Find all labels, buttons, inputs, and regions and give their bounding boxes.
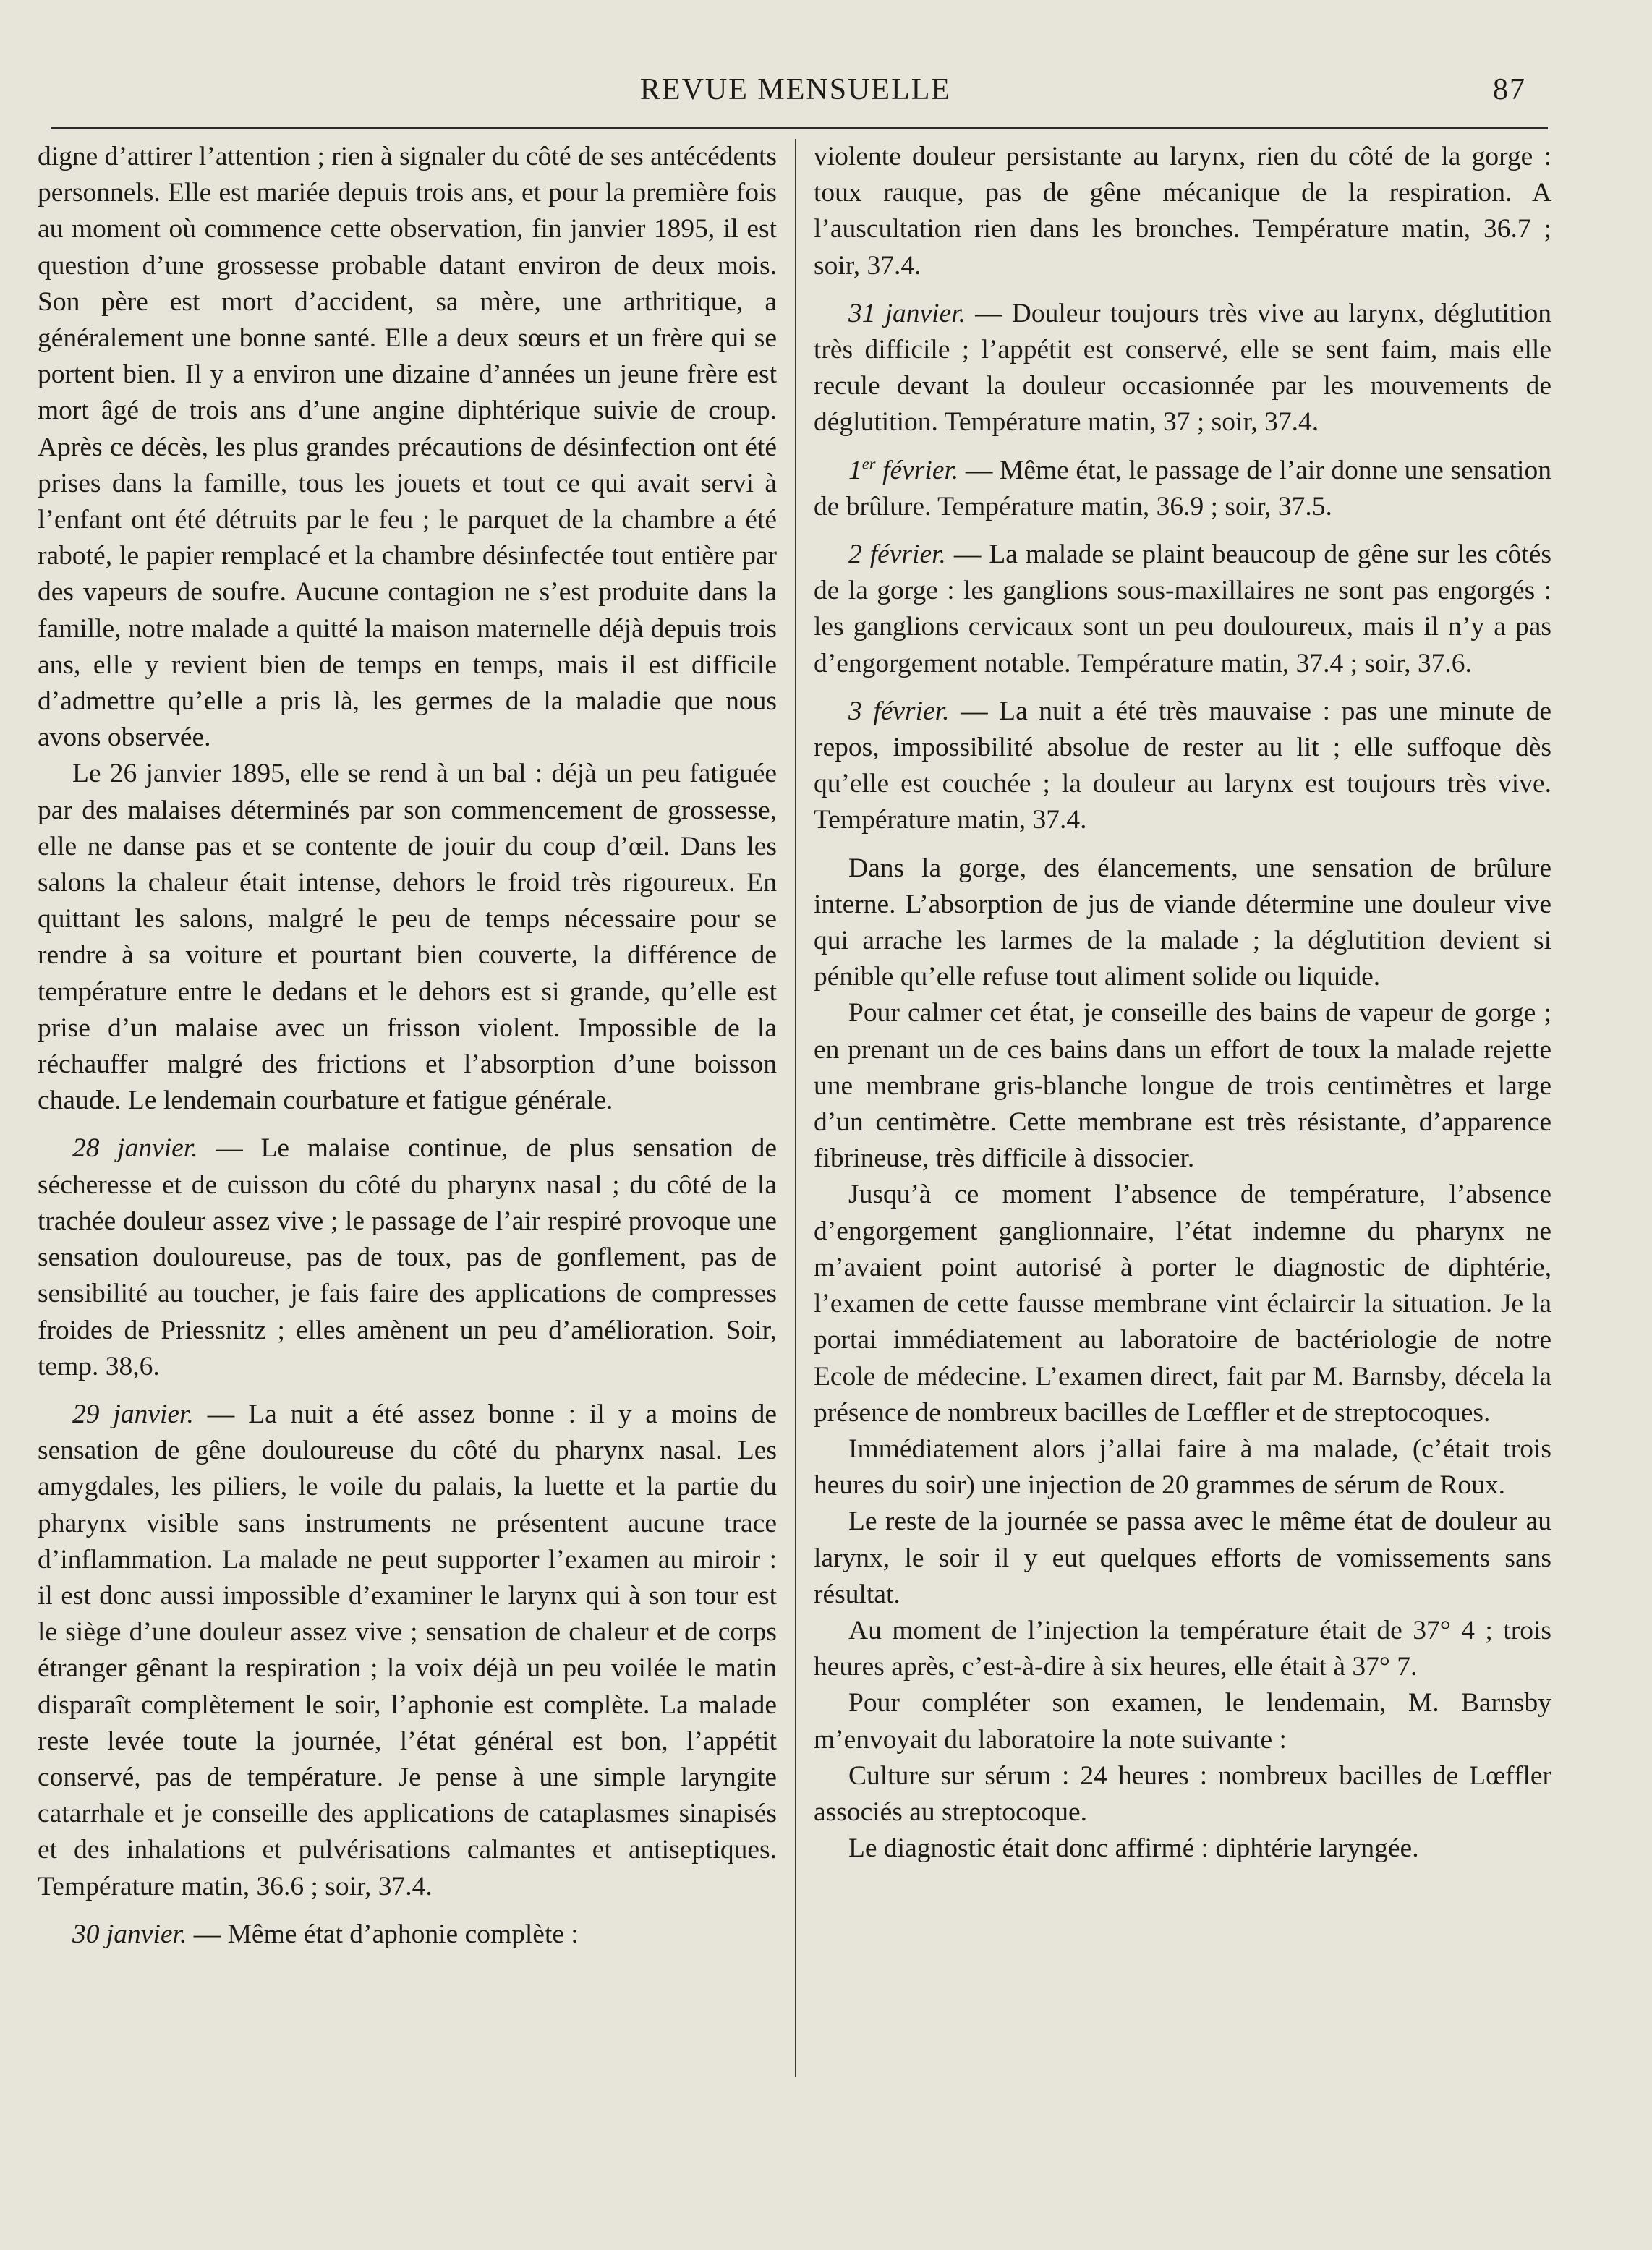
paragraph: digne d’attirer l’attention ; rien à signaler du côté de ses antécédents personnels. Elle est mariée depuis trois ans, et pour la première fois au moment où commence cette observation, fin janvier 1895, il est question d’une grossesse probable datant environ de deux mois. Son père est mort d’accident, sa mère, une arthritique, a généralement une bonne santé. Elle a deux sœurs et un frère qui se portent bien. Il y a environ une dizaine d’années un jeune frère est mort âgé de trois ans d’une angine diphtérique suivie de croup. Après ce décès, les plus grandes précautions de désinfection ont été prises dans la famille, tous les jouets et tout ce qui avait servi à l’enfant ont été détruits par le feu ; le parquet de la chambre a été raboté, le papier remplacé et la chambre désinfectée tout entière par des vapeurs de soufre. Aucune contagion ne s’est produite dans la famille, notre malade a quitté la maison maternelle déjà depuis trois ans, elle y revient bien de temps en temps, mais il est difficile d’admettre qu’elle a pris là, les germes de la maladie que nous avons observée. [38, 142, 777, 753]
entry-date: 2 février. [848, 540, 946, 570]
paragraph: Pour compléter son examen, le lendemain, M. Barnsby m’envoyait du laboratoire la note suivante : [814, 1688, 1551, 1755]
paragraph: violente douleur persistante au larynx, rien du côté de la gorge : toux rauque, pas de gêne mécanique de la respiration. A l’auscultation rien dans les bronches. Température matin, 36.7 ; soir, 37.4. [814, 142, 1551, 281]
entry-date: 30 janvier. [72, 1919, 187, 1949]
entry-29-janvier [38, 1397, 777, 1905]
entry-3-fevrier [814, 694, 1551, 839]
column-divider [795, 139, 796, 2077]
entry-text: — La nuit a été très mauvaise : pas une minute de repos, impossibilité absolue de rester au lit ; elle suffoque dès qu’elle est couchée ; la douleur au larynx est toujours très vive. Température matin, 37.4. [814, 696, 1552, 835]
entry-date: 29 janvier. [72, 1399, 194, 1429]
entry-28-janvier [38, 1130, 777, 1384]
paragraph: Culture sur sérum : 24 heures : nombreux bacilles de Lœffler associés au streptocoque. [814, 1760, 1551, 1827]
entry-31-janvier [814, 296, 1551, 441]
entry-date: février. [875, 455, 959, 485]
entry-text: — La nuit a été assez bonne : il y a moins de sensation de gêne douloureuse du côté du pharynx nasal. Les amygdales, les piliers, le voile du palais, la luette et la partie du pharynx visible sans instruments ne présentent aucune trace d’inflammation. La malade ne peut supporter l’examen au miroir : il est donc aussi impossible d’examiner le larynx qui à son tour est le siège d’une douleur assez vive ; sensation de chaleur et de corps étranger gênant la respiration ; la voix déjà un peu voilée le matin disparaît complètement le soir, l’aphonie est complète. La malade reste levée toute la journée, l’état général est bon, l’appétit conservé, pas de température. Je pense à une simple laryngite catarrhale et je conseille des applications de cataplasmes sinapisés et des inhalations et pulvérisations calmantes et antiseptiques. Température matin, 36.6 ; soir, 37.4. [38, 1399, 777, 1901]
entry-date: 28 janvier. [72, 1133, 198, 1164]
entry-text: — Le malaise continue, de plus sensation de sécheresse et de cuisson du côté du pharynx nasal ; du côté de la trachée douleur assez vive ; le passage de l’air respiré provoque une sensation douloureuse, pas de toux, pas de gonflement, pas de sensibilité au toucher, je fais faire des applications de compresses froides de Priessnitz ; elles amènent un peu d’amélioration. Soir, temp. 38,6. [38, 1133, 777, 1381]
entry-text: — La malade se plaint beaucoup de gêne sur les côtés de la gorge : les ganglions sous-maxillaires ne sont pas engorgés : les ganglions cervicaux sont un peu douloureux, mais il n’y a pas d’engorgement notable. Température matin, 37.4 ; soir, 37.6. [814, 540, 1551, 678]
right-column [814, 139, 1551, 1867]
paragraph: Le reste de la journée se passa avec le même état de douleur au larynx, le soir il y eut quelques efforts de vomissements sans résultat. [814, 1507, 1551, 1609]
paragraph: Le diagnostic était donc affirmé : diphtérie laryngée. [848, 1833, 1419, 1864]
entry-text: — Douleur toujours très vive au larynx, déglutition très difficile ; l’appétit est conservé, elle se sent faim, mais elle recule devant la douleur occasionnée par les mouvements de déglutition. Température matin, 37 ; soir, 37.4. [814, 298, 1551, 438]
entry-1-fevrier [814, 453, 1551, 525]
paragraph: Pour calmer cet état, je conseille des bains de vapeur de gorge ; en prenant un de ces bains dans un effort de toux la malade rejette une membrane gris-blanche longue de trois centimètres et large d’un centimètre. Cette membrane est très résistante, d’apparence fibrineuse, très difficile à dissocier. [814, 998, 1551, 1174]
entry-date-number: 1 [848, 455, 862, 485]
entry-text: — Même état d’aphonie complète : [187, 1919, 579, 1949]
running-header [43, 72, 1548, 123]
paragraph: Immédiatement alors j’allai faire à ma malade, (c’était trois heures du soir) une injection de 20 grammes de sérum de Roux. [814, 1433, 1551, 1501]
left-column [38, 139, 777, 1953]
entry-2-fevrier [814, 537, 1551, 682]
paragraph: Le 26 janvier 1895, elle se rend à un bal : déjà un peu fatiguée par des malaises déterminés par son commencement de grossesse, elle ne danse pas et se contente de jouir du coup d’œil. Dans les salons la chaleur était intense, dehors le froid très rigoureux. En quittant les salons, malgré le peu de temps nécessaire pour se rendre à sa voiture et pourtant bien couverte, la différence de température entre le dedans et le dehors est si grande, qu’elle est prise d’un malaise avec un frisson violent. Impossible de la réchauffer malgré des frictions et l’absorption d’une boisson chaude. Le lendemain courbature et fatigue générale. [38, 759, 777, 1116]
entry-30-janvier [38, 1917, 777, 1953]
paragraph: Jusqu’à ce moment l’absence de température, l’absence d’engorgement ganglionnaire, l’état indemne du pharynx ne m’avaient point autorisé à porter le diagnostic de diphtérie, l’examen de cette fausse membrane vint éclaircir la situation. Je la portai immédiatement au laboratoire de bactériologie de notre Ecole de médecine. L’examen direct, fait par M. Barnsby, décela la présence de nombreux bacilles de Lœffler et de streptocoques. [814, 1180, 1551, 1428]
entry-date: 31 janvier. [848, 298, 966, 328]
entry-date: 3 février. [848, 696, 950, 726]
journal-title: REVUE MENSUELLE [639, 73, 952, 106]
entry-text: — Même état, le passage de l’air donne une sensation de brûlure. Température matin, 36.9 ; soir, 37.5. [814, 455, 1551, 521]
paragraph: Dans la gorge, des élancements, une sensation de brûlure interne. L’absorption de jus de viande détermine une douleur vive qui arrache les larmes de la malade ; la déglutition devient si pénible qu’elle refuse tout aliment solide ou liquide. [814, 853, 1551, 992]
paragraph: Au moment de l’injection la température était de 37° 4 ; trois heures après, c’est-à-dire à six heures, elle était à 37° 7. [814, 1615, 1551, 1682]
header-rule [51, 127, 1548, 129]
entry-date-sup: er [861, 454, 876, 473]
page-number: 87 [1493, 73, 1526, 106]
